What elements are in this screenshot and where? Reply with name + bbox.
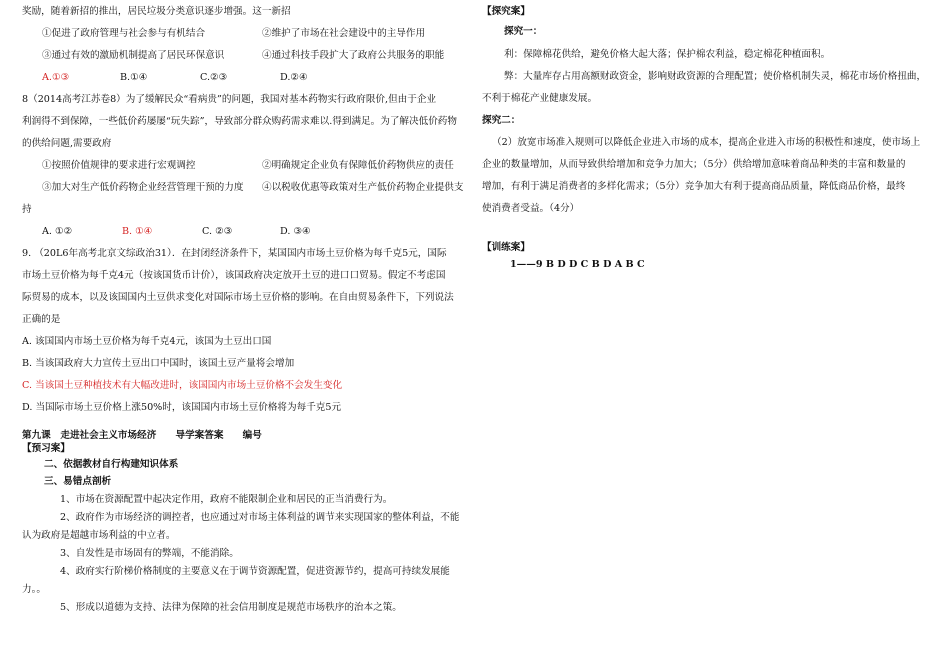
choice-d: D.②④: [280, 72, 308, 83]
option-2: ②维护了市场在社会建设中的主导作用: [262, 28, 426, 39]
option-4: ④以税收优惠等政策对生产低价药物企业提供支: [262, 182, 464, 193]
point-3: 3、自发性是市场固有的弊端，不能消除。: [60, 548, 239, 559]
point-4: 4、政府实行阶梯价格制度的主要意义在于调节资源配置，促进资源节约，提高可持续发展能: [60, 566, 450, 577]
choice-c: C.②③: [200, 72, 228, 83]
explore-1-title: 探究一：: [504, 26, 543, 37]
point-1: 1、市场在资源配置中起决定作用，政府不能限制企业和居民的正当消费行为。: [60, 494, 393, 505]
text-line: 利润得不到保障，一些低价药屡屡“玩失踪”，导致部分群众购药需求难以.得到满足。为了解决低价药物: [22, 116, 457, 127]
choice-b-answer: B. ①④: [122, 226, 153, 237]
section-training: 【训练案】: [482, 242, 530, 253]
text-line: 增加，有利于满足消费者的多样化需求；（5分）竞争加大有利于提高商品质量，降低商品价格，最终: [482, 181, 906, 192]
choice-b: B.①④: [120, 72, 148, 83]
answer-option-b: B. 当该国政府大力宣传土豆出口中国时，该国土豆产量将会增加: [22, 358, 295, 369]
lesson-heading: 第九课 走进社会主义市场经济 导学案答案 编号: [22, 430, 262, 441]
answer-option-a: A. 该国国内市场土豆价格为每千克4元，该国为土豆出口国: [22, 336, 272, 347]
answer-option-d: D. 当国际市场土豆价格上涨50%时，该国国内市场土豆价格将为每千克5元: [22, 402, 342, 413]
text-line: 市场土豆价格为每千克4元（按该国货币计价），该国政府决定放开土豆的进口口贸易。假定不考虑国: [22, 270, 446, 281]
explore-2-title: 探究二：: [482, 115, 521, 126]
option-3: ③加大对生产低价药物企业经营管理干预的力度: [42, 182, 244, 193]
text-line: 使消费者受益。（4分）: [482, 203, 580, 214]
point-5: 5、形成以道德为支持、法律为保障的社会信用制度是规范市场秩序的治本之策。: [60, 602, 402, 613]
text-line: 奖励，随着新招的推出，居民垃圾分类意识逐步增强。这一新招: [22, 6, 291, 17]
choice-d: D. ③④: [280, 226, 311, 237]
option-1: ①促进了政府管理与社会参与有机结合: [42, 28, 206, 39]
choice-a: A. ①②: [42, 226, 73, 237]
subheading: 三、易错点剖析: [44, 476, 112, 487]
text-line: 际贸易的成本，以及该国国内土豆供求变化对国际市场土豆价格的影响。在自由贸易条件下，下列说法: [22, 292, 454, 303]
text-line: 正确的是: [22, 314, 61, 325]
answer-option-c: C. 当该国土豆种植技术有大幅改进时，该国国内市场土豆价格不会发生变化: [22, 380, 343, 391]
text-line: 企业的数量增加，从而导致供给增加和竞争力加大；（5分）供给增加意味着商品种类的丰富和数量的: [482, 159, 906, 170]
explore-1-pro: 利：保障棉花供给，避免价格大起大落；保护棉农利益，稳定棉花种植面积。: [504, 49, 831, 60]
choice-a-answer: A.①③: [42, 72, 70, 83]
option-1: ①按照价值规律的要求进行宏观调控: [42, 160, 196, 171]
text-line: 持: [22, 204, 32, 215]
subheading: 二、依据教材自行构建知识体系: [44, 459, 179, 470]
text-line: 不利于棉花产业健康发展。: [482, 93, 598, 104]
option-2: ②明确规定企业负有保障低价药物供应的责任: [262, 160, 454, 171]
section-explore: 【探究案】: [482, 6, 530, 17]
training-answers: 1——9 B D D C B D A B C: [510, 259, 645, 270]
explore-1-con: 弊：大量库存占用高额财政资金，影响财政资源的合理配置；使价格机制失灵，棉花市场价格扭曲，: [504, 71, 927, 82]
choice-c: C. ②③: [202, 226, 233, 237]
text-line: 力。。: [22, 584, 46, 595]
section-preview: 【预习案】: [22, 443, 70, 454]
point-2: 2、政府作为市场经济的调控者，也应通过对市场主体利益的调节来实现国家的整体利益，不能: [60, 512, 460, 523]
text-line: 认为政府是超越市场利益的中立者。: [22, 530, 176, 541]
option-3: ③通过有效的激励机制提高了居民环保意识: [42, 50, 225, 61]
text-line: 的供给问题,需要政府: [22, 138, 112, 149]
question-8: 8（2014高考江苏卷8）为了缓解民众“看病贵”的问题，我国对基本药物实行政府限价,但由于企业: [22, 94, 437, 105]
explore-2-text: （2）放宽市场准入规则可以降低企业进入市场的成本，提高企业进入市场的积极性和速度，使市场上: [492, 137, 921, 148]
question-9: 9. （20L6年高考北京文综政治31）．在封闭经济条件下，某国国内市场土豆价格为每千克5元，国际: [22, 248, 447, 259]
option-4: ④通过科技手段扩大了政府公共服务的职能: [262, 50, 445, 61]
